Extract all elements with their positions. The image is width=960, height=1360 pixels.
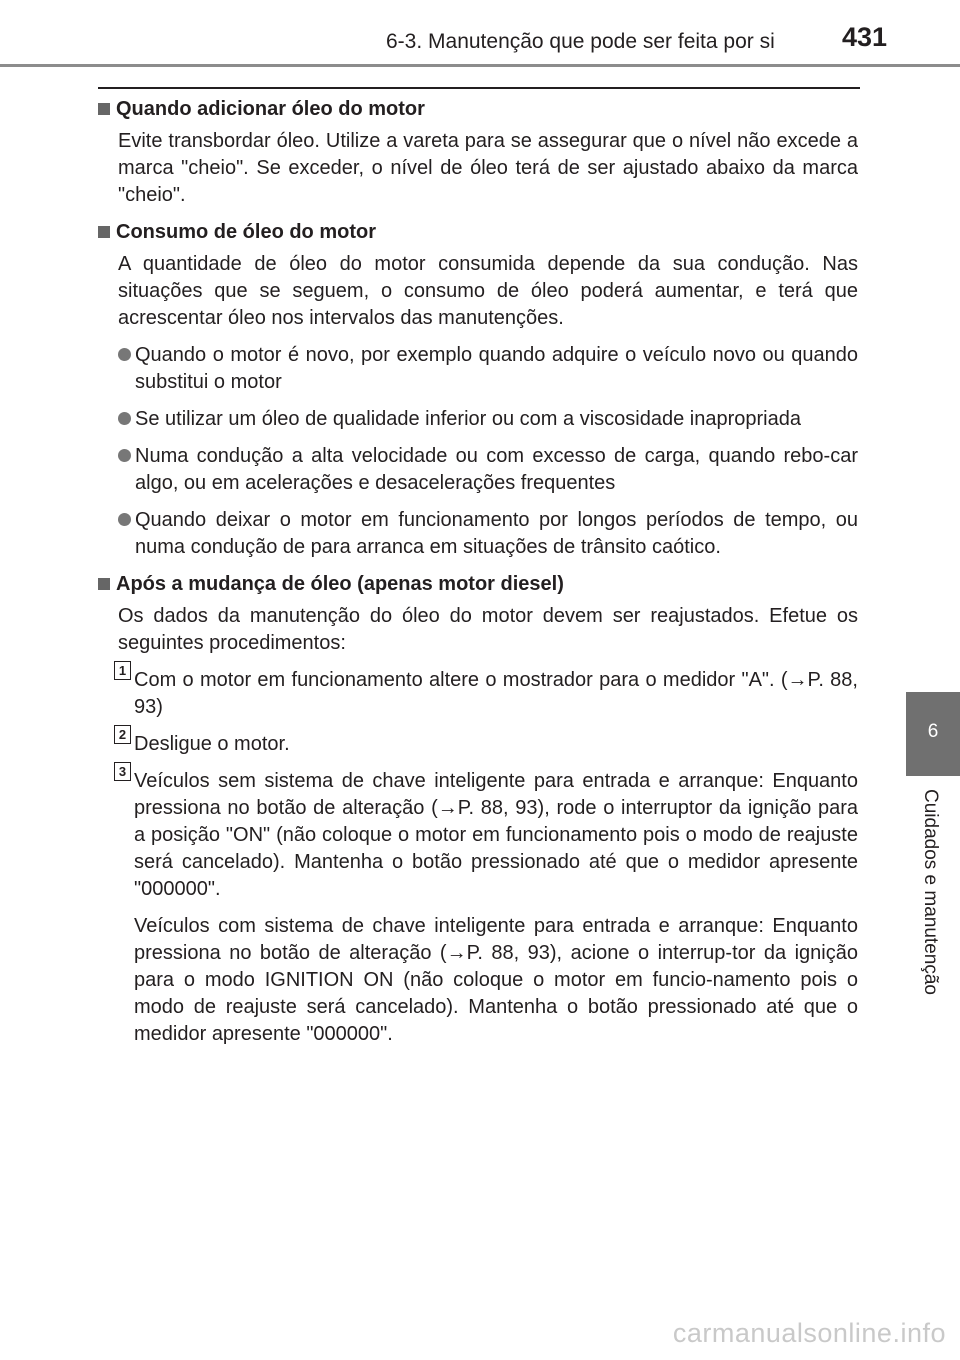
circle-bullet-icon [118, 513, 131, 526]
circle-bullet-icon [118, 449, 131, 462]
chapter-title: Cuidados e manutenção [920, 789, 941, 995]
chapter-number: 6 [927, 721, 939, 742]
step-item [118, 764, 858, 1048]
step-number-badge: 2 [114, 725, 131, 744]
section-adding-oil [98, 96, 858, 209]
step-list [118, 663, 858, 1048]
list-item: Numa condução a alta velocidade ou com excesso de carga, quando rebo-car algo, ou em acelerações e desacelerações frequentes [118, 443, 858, 497]
section-title: Após a mudança de óleo (apenas motor diesel) [98, 571, 858, 598]
square-bullet-icon [98, 103, 110, 115]
page-content [98, 96, 858, 1058]
step-text: Com o motor em funcionamento altere o mostrador para o medidor "A". (→P. 88, 93) [134, 669, 858, 718]
section-oil-consumption [98, 219, 858, 561]
content-top-rule [98, 87, 860, 89]
step-text-continued: Veículos com sistema de chave inteligente para entrada e arranque: Enquanto pressiona no botão de alteração (→P. 88, 93), acione o interrup-tor da ignição para o modo IGNITION ON (não coloque o motor em funcio-namento pois o modo de reajuste será cancelado). Mantenha o botão pressionado até que o medidor apresente "000000". [134, 915, 858, 1045]
step-item [118, 663, 858, 721]
watermark: carmanualsonline.info [672, 1318, 946, 1348]
section-paragraph: A quantidade de óleo do motor consumida depende da sua condução. Nas situações que se seguem, o consumo de óleo poderá aumentar, e terá que acrescentar óleo nos intervalos das manutenções. [118, 253, 858, 329]
chapter-tab [906, 692, 960, 776]
step-item [118, 727, 858, 758]
square-bullet-icon [98, 226, 110, 238]
section-paragraph: Os dados da manutenção do óleo do motor devem ser reajustados. Efetue os seguintes procedimentos: [118, 605, 858, 654]
list-item: Quando o motor é novo, por exemplo quando adquire o veículo novo ou quando substitui o motor [118, 342, 858, 396]
list-item: Quando deixar o motor em funcionamento por longos períodos de tempo, ou numa condução de para arranca em situações de trânsito caótico. [118, 507, 858, 561]
list-item: Se utilizar um óleo de qualidade inferior ou com a viscosidade inapropriada [118, 406, 858, 433]
step-text: Veículos sem sistema de chave inteligente para entrada e arranque: Enquanto pressiona no botão de alteração (→P. 88, 93), rode o interruptor da ignição para a posição "ON" (não coloque o motor em funcionamento pois o modo de reajuste será cancelado). Mantenha o botão pressionado até que o medidor apresente "000000". [134, 770, 858, 900]
section-paragraph: Evite transbordar óleo. Utilize a vareta para se assegurar que o nível não excede a marca "cheio". Se exceder, o nível de óleo terá de ser ajustado abaixo da marca "cheio". [118, 130, 858, 206]
square-bullet-icon [98, 578, 110, 590]
step-text: Desligue o motor. [134, 733, 290, 755]
circle-bullet-icon [118, 348, 131, 361]
step-number-badge: 3 [114, 762, 131, 781]
header-section-title: 6-3. Manutenção que pode ser feita por si [386, 30, 775, 53]
section-title: Consumo de óleo do motor [98, 219, 858, 246]
header-divider [0, 64, 960, 67]
section-after-oil-change [98, 571, 858, 1048]
bullet-list [118, 342, 858, 561]
page-number: 431 [842, 22, 888, 52]
section-title: Quando adicionar óleo do motor [98, 96, 858, 123]
step-number-badge: 1 [114, 661, 131, 680]
circle-bullet-icon [118, 412, 131, 425]
